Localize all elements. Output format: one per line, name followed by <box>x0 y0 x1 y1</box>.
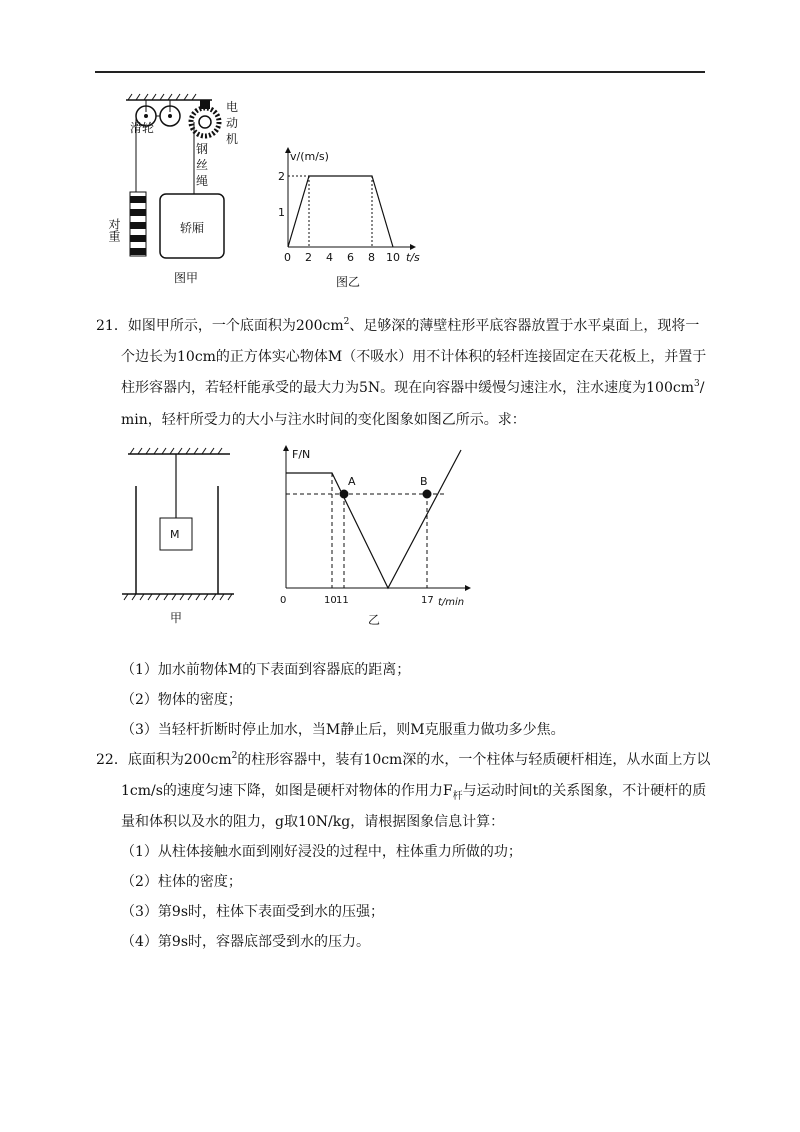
velocity-xtick-0: 0 <box>284 251 291 264</box>
velocity-xtick-4: 4 <box>326 251 333 264</box>
q22-sub-2: （2）柱体的密度； <box>121 874 242 890</box>
velocity-xlabel: t/s <box>406 251 420 264</box>
force-ylabel: F/N <box>292 448 311 461</box>
velocity-xtick-6: 6 <box>347 251 354 264</box>
q21-line-4: min，轻杆所受力的大小与注水时间的变化图象如图乙所示。求： <box>121 412 526 428</box>
label-cabin: 轿厢 <box>180 221 205 235</box>
caption-jia-21: 甲 <box>170 611 183 625</box>
q21-line-3: 柱形容器内，若轻杆能承受的最大力为5N。现在向容器中缓慢匀速注水，注水速度为$100cm^3/$ <box>121 379 705 396</box>
q22-line-3: 量和体积以及水的阻力，g取10N/kg，请根据图象信息计算： <box>121 814 505 830</box>
caption-yi: 图乙 <box>336 275 361 289</box>
figure-container-rod <box>118 446 238 626</box>
q22-sub-3: （3）第9s时，柱体下表面受到水的压强； <box>121 904 384 920</box>
velocity-xtick-10: 10 <box>386 251 400 264</box>
velocity-xtick-2: 2 <box>305 251 312 264</box>
force-origin: 0 <box>280 595 287 606</box>
q22-number: 22． <box>96 752 128 768</box>
label-counterweight: 对重 <box>107 218 121 242</box>
q21-sub-3: （3）当轻杆折断时停止加水，当M静止后，则M克服重力做功多少焦。 <box>121 722 565 738</box>
velocity-ytick-2: 2 <box>278 170 285 183</box>
label-motor: 电动机 <box>226 100 239 146</box>
q22-sub-4: （4）第9s时，容器底部受到水的压力。 <box>121 934 370 950</box>
force-xtick-10: 10 <box>324 595 337 606</box>
block-M: M <box>170 528 180 541</box>
caption-jia: 图甲 <box>174 271 199 285</box>
velocity-ylabel: v/(m/s) <box>290 150 329 163</box>
label-pulley: 滑轮 <box>130 121 155 135</box>
velocity-xtick-8: 8 <box>368 251 375 264</box>
q21-line-2: 个边长为10cm的正方体实心物体M（不吸水）用不计体积的轻杆连接固定在天花板上，并置于 <box>121 349 707 365</box>
q21-number: 21． <box>96 318 128 334</box>
point-B: B <box>420 475 428 488</box>
q22-line-2: 1cm/s的速度匀速下降，如图是硬杆对物体的作用力$F_杆$与运动时间t的关系图象，不计硬杆的质 <box>121 783 707 802</box>
caption-yi-21: 乙 <box>368 613 381 627</box>
q21-sub-1: （1）加水前物体M的下表面到容器底的距离； <box>121 662 411 678</box>
q21-sub-2: （2）物体的密度； <box>121 692 242 708</box>
force-xtick-17: 17 <box>421 595 434 606</box>
header-rule <box>95 71 705 73</box>
q22-sub-1: （1）从柱体接触水面到刚好浸没的过程中，柱体重力所做的功； <box>121 844 522 860</box>
q21-line-1: 21．如图甲所示，一个底面积为$200cm^2$、足够深的薄壁柱形平底容器放置于水平桌面上，现将一 <box>96 317 700 334</box>
velocity-ytick-1: 1 <box>278 206 285 219</box>
force-xtick-11: 11 <box>336 595 349 606</box>
point-A: A <box>348 475 356 488</box>
force-xlabel: t/min <box>438 597 465 608</box>
label-cable: 钢丝绳 <box>196 142 209 188</box>
figure-velocity-graph <box>278 140 428 290</box>
q22-line-1: 22．底面积为$200cm^2$的柱形容器中，装有10cm深的水，一个柱体与轻质硬杆相连，从水面上方以 <box>96 751 711 768</box>
figure-force-graph <box>276 440 476 630</box>
